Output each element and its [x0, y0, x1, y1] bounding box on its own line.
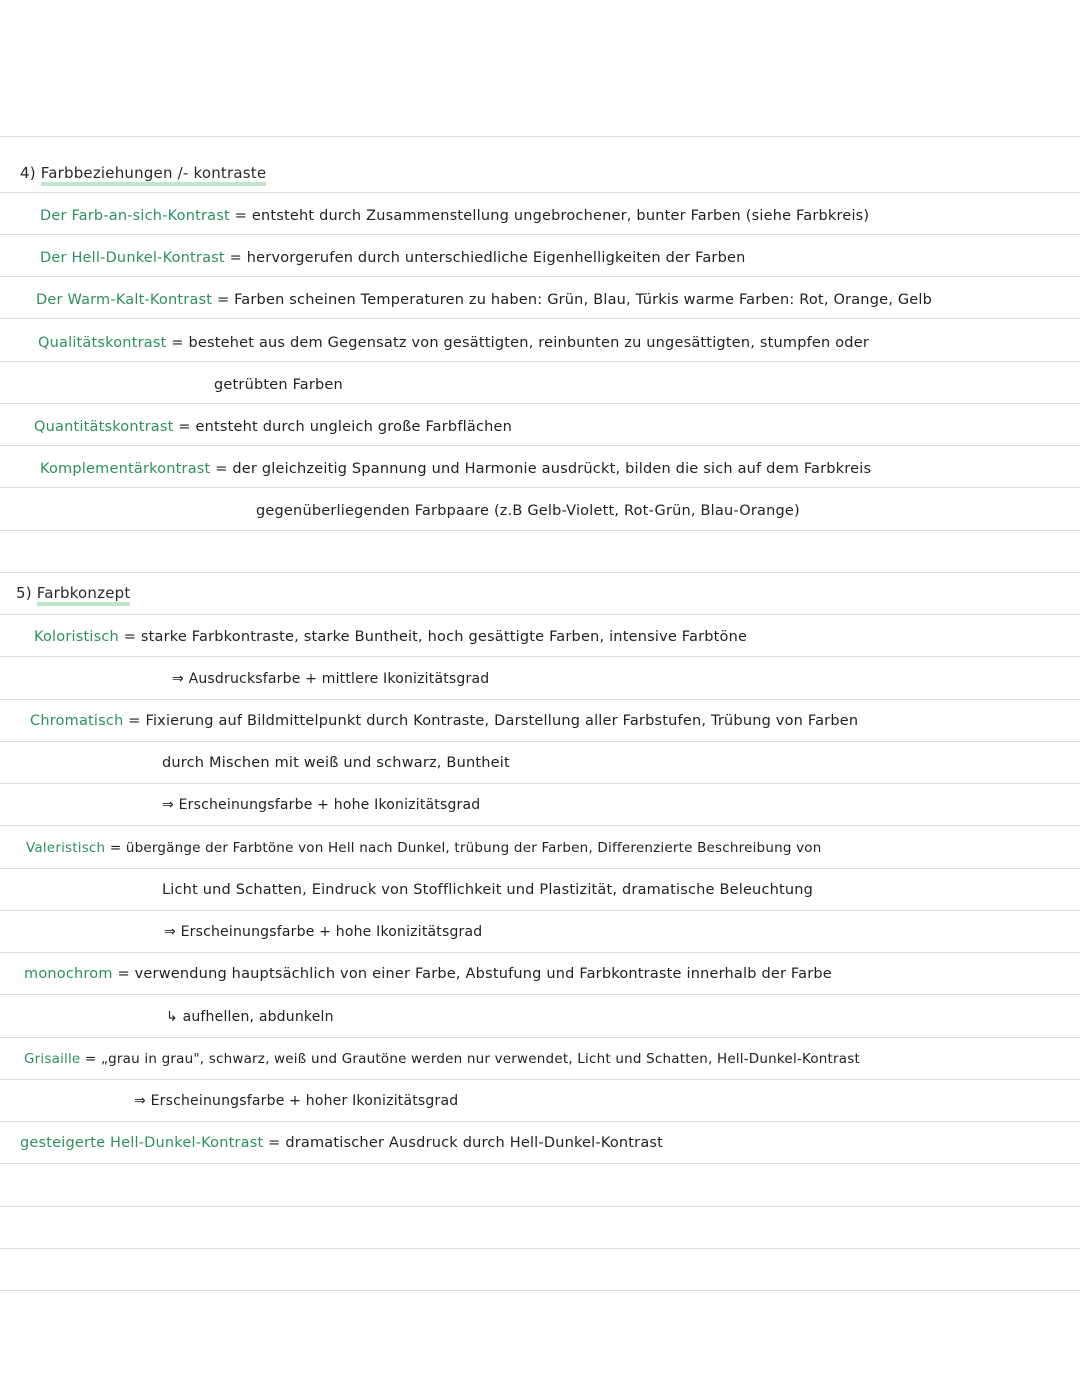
ruled-line [0, 530, 1080, 531]
item-label: Koloristisch [34, 629, 119, 645]
ruled-line [0, 910, 1080, 911]
concept-item [24, 1049, 860, 1069]
contrast-item [36, 290, 932, 310]
ruled-line [0, 276, 1080, 277]
section-5-title: Farbkonzept [37, 584, 131, 606]
ruled-line [0, 825, 1080, 826]
concept-item [24, 964, 832, 984]
ruled-line [0, 952, 1080, 953]
item-result: ↳ aufhellen, abdunkeln [166, 1009, 334, 1025]
ruled-line [0, 403, 1080, 404]
item-text: = übergänge der Farbtöne von Hell nach Dunkel, trübung der Farben, Differenzierte Beschreibung von [109, 840, 822, 856]
concept-item [26, 838, 822, 858]
item-label: Komplementärkontrast [40, 461, 211, 477]
section-4-title: Farbbeziehungen /- kontraste [41, 164, 267, 186]
item-label: gesteigerte Hell-Dunkel-Kontrast [20, 1135, 264, 1151]
ruled-line [0, 1037, 1080, 1038]
item-label: Chromatisch [30, 713, 124, 729]
ruled-line [0, 192, 1080, 193]
item-text: = Farben scheinen Temperaturen zu haben: Grün, Blau, Türkis warme Farben: Rot, Orange, Gelb [216, 292, 933, 308]
item-text: = „grau in grau", schwarz, weiß und Grautöne werden nur verwendet, Licht und Schatten, Hell-Dunkel-Kontrast [84, 1051, 861, 1067]
ruled-line [0, 361, 1080, 362]
ruled-line [0, 318, 1080, 319]
ruled-line [0, 1163, 1080, 1164]
contrast-item [40, 248, 745, 268]
ruled-line [0, 783, 1080, 784]
item-text: = entsteht durch Zusammenstellung ungebrochener, bunter Farben (siehe Farbkreis) [234, 208, 870, 224]
item-label: Der Farb-an-sich-Kontrast [40, 208, 230, 224]
item-label: Der Warm-Kalt-Kontrast [36, 292, 213, 308]
ruled-line [0, 234, 1080, 235]
item-label: monochrom [24, 966, 113, 982]
ruled-line [0, 614, 1080, 615]
item-continuation: durch Mischen mit weiß und schwarz, Buntheit [162, 755, 510, 771]
item-result: ⇒ Erscheinungsfarbe + hoher Ikonizitätsgrad [134, 1093, 459, 1109]
item-continuation: Licht und Schatten, Eindruck von Stofflichkeit und Plastizität, dramatische Beleuchtung [162, 882, 814, 898]
item-text: = starke Farbkontraste, starke Buntheit, hoch gesättigte Farben, intensive Farbtöne [123, 629, 748, 645]
section-4-heading [20, 163, 266, 183]
item-text: = bestehet aus dem Gegensatz von gesättigten, reinbunten zu ungesättigten, stumpfen oder [171, 335, 869, 351]
concept-item [34, 627, 747, 647]
concept-item [30, 711, 858, 731]
ruled-line [0, 1248, 1080, 1249]
ruled-line [0, 699, 1080, 700]
ruled-line [0, 572, 1080, 573]
ruled-line [0, 868, 1080, 869]
section-5-heading [16, 583, 130, 603]
item-label: Qualitätskontrast [38, 335, 167, 351]
contrast-item [38, 333, 869, 353]
item-result: ⇒ Ausdrucksfarbe + mittlere Ikonizitätsgrad [172, 671, 490, 687]
item-continuation: getrübten Farben [214, 377, 343, 393]
ruled-line [0, 1206, 1080, 1207]
ruled-line [0, 136, 1080, 137]
item-result: ⇒ Erscheinungsfarbe + hohe Ikonizitätsgrad [164, 924, 483, 940]
item-text: = Fixierung auf Bildmittelpunkt durch Kontraste, Darstellung aller Farbstufen, Trübung von Farben [128, 713, 859, 729]
item-continuation: gegenüberliegenden Farbpaare (z.B Gelb-Violett, Rot-Grün, Blau-Orange) [256, 503, 800, 519]
ruled-line [0, 1290, 1080, 1291]
contrast-item [40, 459, 871, 479]
item-text: = hervorgerufen durch unterschiedliche Eigenhelligkeiten der Farben [229, 250, 746, 266]
item-label: Valeristisch [26, 840, 106, 856]
item-text: = der gleichzeitig Spannung und Harmonie ausdrückt, bilden die sich auf dem Farbkreis [215, 461, 872, 477]
concept-item [20, 1133, 663, 1153]
ruled-line [0, 487, 1080, 488]
section-5-number: 5) [16, 584, 32, 602]
contrast-item [40, 206, 869, 226]
ruled-line [0, 656, 1080, 657]
ruled-line [0, 994, 1080, 995]
ruled-line [0, 445, 1080, 446]
item-result: ⇒ Erscheinungsfarbe + hohe Ikonizitätsgrad [162, 797, 481, 813]
item-label: Quantitätskontrast [34, 419, 174, 435]
ruled-line [0, 1121, 1080, 1122]
item-label: Der Hell-Dunkel-Kontrast [40, 250, 225, 266]
contrast-item [34, 417, 512, 437]
ruled-line [0, 741, 1080, 742]
section-4-number: 4) [20, 164, 36, 182]
item-text: = verwendung hauptsächlich von einer Farbe, Abstufung und Farbkontraste innerhalb der Farbe [117, 966, 832, 982]
item-text: = entsteht durch ungleich große Farbflächen [178, 419, 513, 435]
item-text: = dramatischer Ausdruck durch Hell-Dunkel-Kontrast [268, 1135, 664, 1151]
ruled-line [0, 1079, 1080, 1080]
item-label: Grisaille [24, 1051, 81, 1067]
